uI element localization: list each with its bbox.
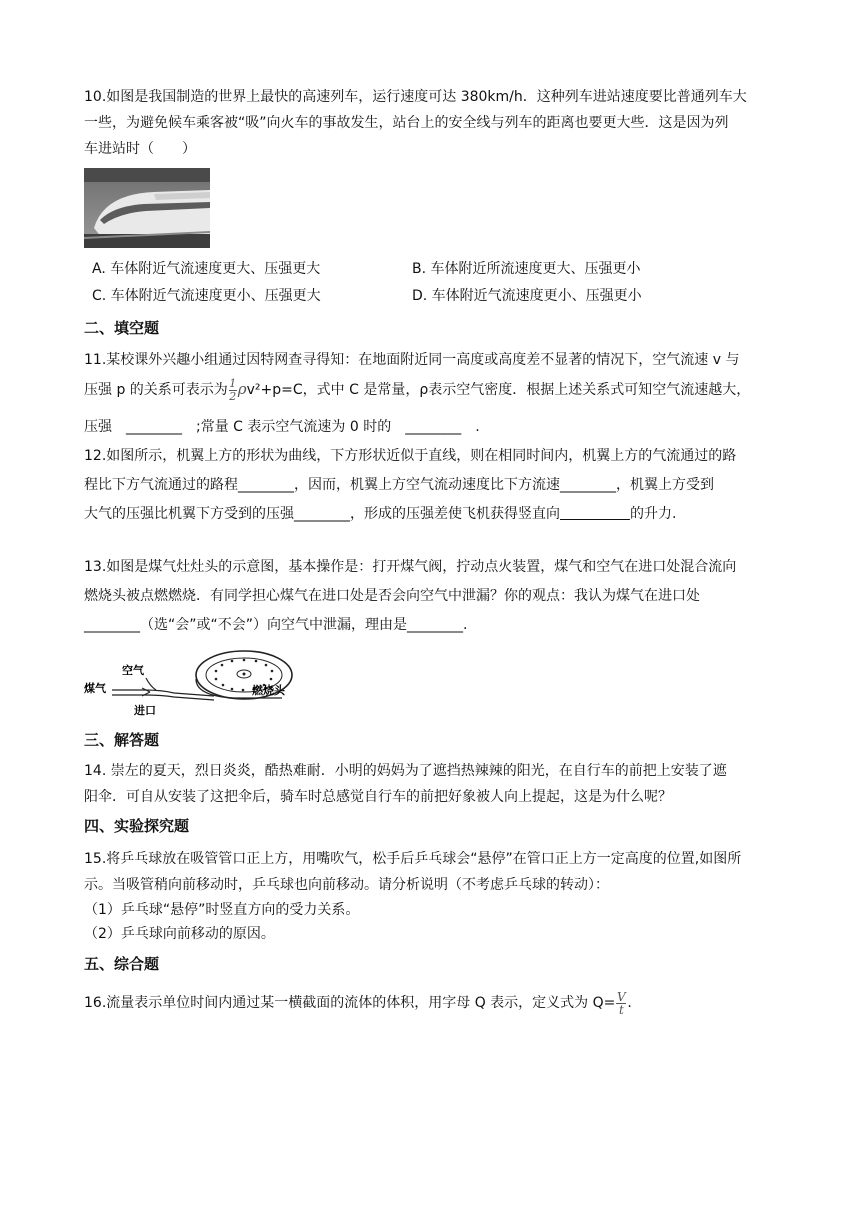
formula-rho: ρ: [237, 380, 247, 398]
q10-option-a[interactable]: A. 车体附近气流速度更大、压强更大: [92, 261, 321, 277]
q12-line-3: [84, 500, 776, 529]
q10-option-d[interactable]: D. 车体附近气流速度更小、压强更小: [412, 288, 642, 304]
question-15: [84, 846, 776, 946]
q10-options: [92, 256, 776, 310]
q13-line-3: [84, 611, 776, 640]
q15-line-1: 15.将乒乓球放在吸管管口正上方，用嘴吹气，松手后乒乓球会“悬停”在管口正上方一定高度的位置,如图所: [84, 851, 742, 867]
q13-line-3-b: .: [463, 617, 468, 633]
q12-line-3-a: 大气的压强比机翼下方受到的压强: [84, 506, 294, 522]
q12-line-2-c: ，机翼上方受到: [616, 477, 714, 493]
q11-line-2-post: v²+p=C，式中 C 是常量，ρ表示空气密度．根据上述关系式可知空气流速越大，: [246, 382, 751, 398]
q11-line-3-a: 压强: [84, 419, 126, 435]
question-16: [84, 990, 776, 1016]
q12-blank-2[interactable]: ________: [560, 477, 616, 493]
question-11: [84, 346, 776, 442]
q13-line-1: 13.如图是煤气灶灶头的示意图，基本操作是：打开煤气阀，拧动点火装置，煤气和空气在进口处混合流向: [84, 559, 737, 575]
fraction-denominator-t: t: [618, 1002, 624, 1017]
q16-line-1: [84, 990, 776, 1016]
q12-line-1: 12.如图所示，机翼上方的形状为曲线，下方形状近似于直线，则在相同时间内，机翼上方的气流通过的路: [84, 448, 737, 464]
q10-line-3: 车进站时（ ）: [84, 141, 196, 157]
question-14: [84, 758, 776, 810]
q11-line-3-c: .: [461, 419, 480, 435]
q11-line-1: 11.某校课外兴趣小组通过因特网查寻得知：在地面附近同一高度或高度差不显著的情况下，空气流速 v 与: [84, 352, 740, 368]
label-burner: 燃烧头: [252, 684, 285, 697]
q11-line-3-b: ;常量 C 表示空气流速为 0 时的: [182, 419, 406, 435]
question-13: [84, 553, 776, 724]
formula-fraction-half: [229, 376, 237, 403]
q12-line-3-b: ，形成的压强差使飞机获得竖直向: [350, 506, 560, 522]
label-gas: 煤气: [84, 682, 106, 695]
q16-line-1-post: .: [627, 995, 632, 1011]
q10-line-1: 10.如图是我国制造的世界上最快的高速列车，运行速度可达 380km/h．这种列车进站速度要比普通列车大: [84, 89, 747, 105]
section-comprehensive-title: 五、综合题: [84, 955, 160, 973]
section-experiment-title: 四、实验探究题: [84, 817, 190, 835]
q11-line-2-pre: 压强 p 的关系可表示为: [84, 382, 228, 398]
section-answer-title: 三、解答题: [84, 731, 160, 749]
q10-line-2: 一些，为避免候车乘客被“吸”向火车的事故发生，站台上的安全线与列车的距离也要更大些．这是因为列: [84, 115, 729, 131]
q15-sub-2: （2）乒乓球向前移动的原因。: [84, 926, 275, 942]
q10-option-b[interactable]: B. 车体附近所流速度更大、压强更小: [412, 261, 641, 277]
q15-sub-1: （1）乒乓球“悬停”时竖直方向的受力关系。: [84, 902, 360, 918]
q15-line-2: 示。当吸管稍向前移动时，乒乓球也向前移动。请分析说明（不考虑乒乓球的转动）：: [84, 877, 609, 893]
q10-option-c[interactable]: C. 车体附近气流速度更小、压强更大: [92, 288, 321, 304]
label-air: 空气: [122, 664, 144, 677]
q12-line-2-a: 程比下方气流通过的路程: [84, 477, 238, 493]
question-12: [84, 442, 776, 529]
worksheet-page: [84, 84, 776, 1016]
q13-line-3-a: （选“会”或“不会”）向空气中泄漏，理由是: [140, 617, 408, 633]
q13-blank-2[interactable]: ________: [407, 617, 464, 633]
label-inlet: 进口: [134, 704, 156, 717]
section-fill-in-title: 二、填空题: [84, 319, 160, 337]
q11-blank-1[interactable]: ________: [126, 419, 182, 435]
q12-blank-4[interactable]: [560, 500, 630, 529]
question-10: [84, 84, 776, 310]
q12-blank-3[interactable]: ________: [294, 506, 350, 522]
q12-line-3-c: 的升力.: [630, 506, 677, 522]
formula-fraction-v-over-t: [616, 989, 626, 1017]
gas-stove-diagram: [84, 648, 302, 718]
q14-line-1: 14. 崇左的夏天，烈日炎炎，酷热难耐．小明的妈妈为了遮挡热辣辣的阳光，在自行车的前把上安装了遮: [84, 763, 727, 779]
fraction-denominator: 2: [229, 389, 237, 403]
q13-line-2: 燃烧头被点燃燃烧．有同学担心煤气在进口处是否会向空气中泄漏？你的观点：我认为煤气在进口处: [84, 588, 700, 604]
q11-line-2: [84, 375, 776, 405]
q12-line-2: [84, 471, 776, 500]
q12-line-2-b: ，因而，机翼上方空气流动速度比下方流速: [294, 477, 560, 493]
q11-line-3: [84, 413, 776, 442]
q11-blank-2[interactable]: ________: [405, 419, 462, 435]
q13-blank-1[interactable]: ________: [84, 617, 140, 633]
q12-blank-1[interactable]: ________: [238, 477, 294, 493]
train-photo: [84, 168, 210, 248]
fraction-numerator-v: V: [617, 989, 626, 1004]
fraction-numerator: 1: [229, 376, 237, 390]
q14-line-2: 阳伞．可自从安装了这把伞后，骑车时总感觉自行车的前把好象被人向上提起，这是为什么呢？: [84, 789, 672, 805]
q16-line-1-pre: 16.流量表示单位时间内通过某一横截面的流体的体积，用字母 Q 表示，定义式为 Q=: [84, 995, 616, 1011]
